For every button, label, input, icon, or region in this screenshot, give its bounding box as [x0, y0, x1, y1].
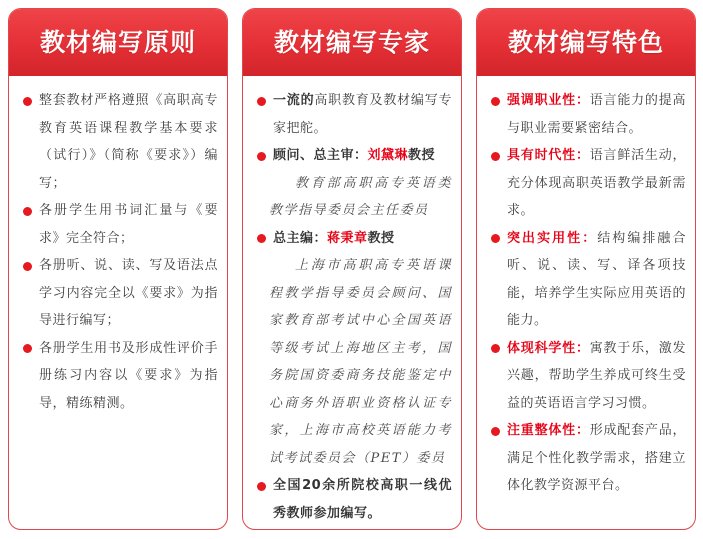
card-header — [477, 9, 695, 76]
bullet-item — [22, 197, 218, 252]
bullet-icon — [257, 152, 266, 161]
bullet-icon — [491, 97, 500, 106]
card-experts — [242, 8, 462, 530]
item-text: 各册学生用书词汇量与《要求》完全符合； — [39, 203, 218, 246]
bullet-item — [22, 335, 218, 418]
item-text: 突出实用性：结构编排融合听、说、读、写、译各项技能，培养学生实际应用英语的能力。 — [507, 230, 686, 328]
bullet-item — [490, 225, 686, 335]
item-text: 注重整体性：形成配套产品，满足个性化教学需求，搭建立体化教学资源平台。 — [507, 423, 686, 493]
card-principles — [8, 8, 228, 530]
item-text: 一流的高职教育及教材编写专家把舵。 — [273, 93, 452, 136]
card-header — [9, 9, 227, 76]
bullet-item — [22, 87, 218, 197]
credential-note: 教育部高职高专英语类教学指导委员会主任委员 — [269, 175, 452, 218]
card-title: 教材编写原则 — [39, 28, 196, 57]
bullet-icon — [491, 152, 500, 161]
card-body — [9, 76, 227, 421]
bullet-icon — [257, 482, 266, 491]
bullet-item — [22, 252, 218, 335]
bullet-icon — [23, 344, 32, 353]
card-body — [477, 76, 695, 504]
bullet-item — [256, 472, 452, 527]
item-text: 体现科学性：寓教于乐，激发兴趣，帮助学生养成可终生受益的英语语言学习习惯。 — [507, 340, 686, 411]
item-text: 强调职业性：语言能力的提高与职业需要紧密结合。 — [507, 93, 686, 136]
bullet-item — [490, 417, 686, 500]
bullet-icon — [491, 344, 500, 353]
bullet-icon — [257, 97, 266, 106]
item-text: 总主编：蒋秉章教授 — [273, 230, 395, 246]
card-title: 教材编写特色 — [507, 28, 664, 57]
item-text: 全国20余所院校高职一线优秀教师参加编写。 — [273, 478, 452, 521]
card-body — [243, 76, 461, 530]
item-text: 顾问、总主审：刘黛琳教授 — [273, 148, 436, 163]
bullet-icon — [491, 234, 500, 243]
bullet-item — [256, 142, 452, 225]
credential-note: 上海市高职高专英语课程教学指导委员会顾问、国家教育部考试中心全国英语等级考试上海地区主考，国务院国资委商务技能鉴定中心商务外语职业资格认证专家，上海市高校英语能力考试考试委员会（PET）委员 — [269, 258, 452, 466]
bullet-icon — [23, 207, 32, 216]
bullet-item — [490, 335, 686, 418]
bullet-icon — [491, 427, 500, 436]
bullet-item — [256, 87, 452, 142]
item-text: 各册听、说、读、写及语法点学习内容完全以《要求》为指导进行编写； — [39, 258, 218, 328]
card-features — [476, 8, 696, 530]
bullet-item — [490, 87, 686, 142]
card-title: 教材编写专家 — [273, 28, 430, 57]
item-text: 各册学生用书及形成性评价手册练习内容以《要求》为指导，精练精测。 — [39, 340, 218, 411]
bullet-icon — [23, 262, 32, 271]
bullet-icon — [257, 234, 266, 243]
bullet-icon — [23, 97, 32, 106]
item-text: 整套教材严格遵照《高职高专教育英语课程教学基本要求（试行）》（简称《要求》）编写； — [39, 93, 218, 191]
item-text: 具有时代性：语言鲜活生动，充分体现高职英语教学最新需求。 — [507, 148, 686, 218]
card-header — [243, 9, 461, 76]
bullet-item — [256, 225, 452, 473]
bullet-item — [490, 142, 686, 225]
